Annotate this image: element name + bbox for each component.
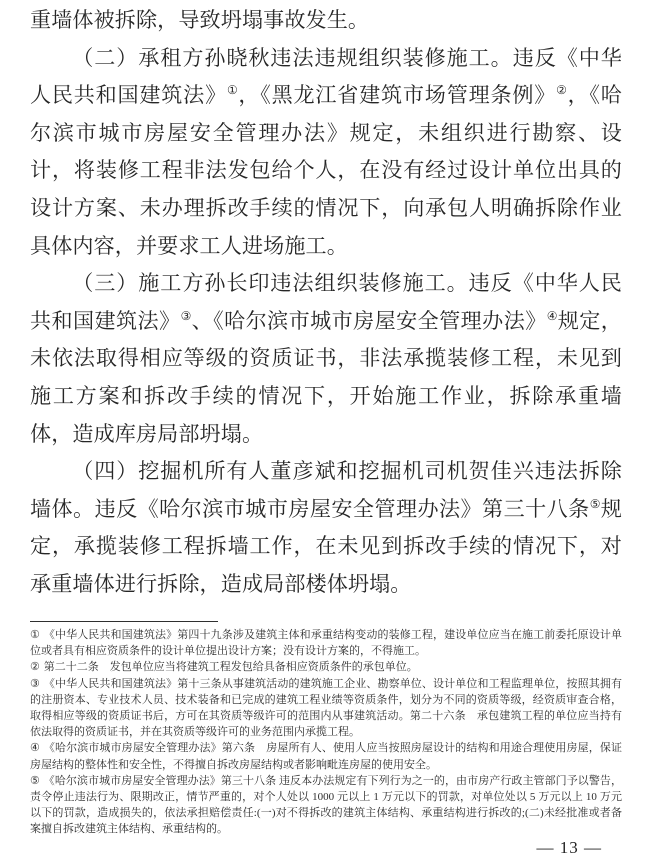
footnote-reference: ② [556,83,568,98]
footnote-item [30,676,622,741]
paragraph-text: 规定，承揽装修工程拆墙工作，在未见到拆改手续的情况下，对承重墙体进行拆除，造成局部楼体坍塌。 [30,496,622,596]
footnote-text: 第二十二条 发包单位应当将建筑工程发包给具备相应资质条件的承包单位。 [43,661,418,674]
body-text [30,2,622,604]
paragraph-text: 、《哈尔滨市城市房屋安全管理办法》 [191,308,547,333]
footnotes [30,627,622,838]
footnote-separator [30,621,218,622]
paragraph-text: ，《哈尔滨市城市房屋安全管理办法》规定，未组织进行勘察、设计，将装修工程非法发包给个人，在没有经过设计单位出具的设计方案、未办理拆改手续的情况下，向承包人明确拆除作业具体内容，并要求工人进场施工。 [30,83,622,258]
footnote-item [30,740,622,772]
paragraph-text: 规定，未依法取得相应等级的资质证书，非法承揽装修工程，未见到施工方案和拆改手续的情况下，开始施工作业，拆除承重墙体，造成库房局部坍塌。 [30,308,623,446]
footnote-marker: ④ [30,742,40,755]
page-number: — 13 — [536,838,602,857]
paragraph [30,265,622,453]
footnote-item [30,773,622,838]
paragraph-text: 重墙体被拆除，导致坍塌事故发生。 [30,8,370,32]
footnote-text: 《中华人民共和国建筑法》第四十九条涉及建筑主体和承重结构变动的装修工程，建设单位应当在施工前委托原设计单位或者具有相应资质条件的设计单位提出设计方案；没有设计方案的，不得施工。 [30,629,622,658]
footnote-reference: ③ [180,308,192,323]
paragraph-text: ，《黑龙江省建筑市场管理条例》 [238,83,557,108]
paragraph-text: （四）挖掘机所有人董彦斌和挖掘机司机贺佳兴违法拆除墙体。违反《哈尔滨市城市房屋安全管理办法》第三十八条 [30,459,622,521]
footnote-item [30,659,622,675]
footnote-text: 《中华人民共和国建筑法》第十三条从事建筑活动的建筑施工企业、勘察单位、设计单位和工程监理单位，按照其拥有的注册资本、专业技术人员、技术装备和已完成的建筑工程业绩等资质条件，划分为不同的资质等级，经资质审查合格，取得相应等级的资质证书后，方可在其资质等级许可的范围内从事建筑活动。第二十六条 承包建筑工程的单位应当持有依法取得的资质证书，并在其资质等级许可的业务范围内承揽工程。 [30,677,622,739]
paragraph [30,453,622,603]
footnote-reference: ⑤ [589,496,601,511]
footnote-marker: ① [30,629,40,641]
footnote-reference: ④ [546,308,558,323]
footnote-item [30,627,622,659]
paragraph [30,2,622,40]
footnote-reference: ① [226,83,239,98]
footnote-marker: ③ [30,677,40,690]
footnote-text: 《哈尔滨市城市房屋安全管理办法》第三十八条 违反本办法规定有下列行为之一的，由市房产行政主管部门予以警告，责令停止违法行为、限期改正，情节严重的，对个人处以 1000 元以上 1 万元以下的罚款，对单位处以 5 万元以上 10 万元以下的罚款，造成损失的，依法承担赔偿责任:(一)对不得拆改的建筑主体结构、承重结构进行拆改的;(二)未经批准或者备案擅自拆改建筑主体结构、承重结构的。 [30,774,622,836]
footnote-text: 《哈尔滨市城市房屋安全管理办法》第六条 房屋所有人、使用人应当按照房屋设计的结构和用途合理使用房屋，保证房屋结构的整体性和安全性，不得擅自拆改房屋结构或者影响毗连房屋的使用安全。 [30,742,622,771]
paragraph-text: （三）施工方孙长印违法组织装修施工。违反《中华人民共和国建筑法》 [30,271,622,333]
footnote-marker: ⑤ [30,774,40,787]
paragraph-text: （二）承租方孙晓秋违法违规组织装修施工。违反《中华人民共和国建筑法》 [30,45,622,108]
paragraph [30,40,622,266]
footnote-marker: ② [30,661,40,674]
